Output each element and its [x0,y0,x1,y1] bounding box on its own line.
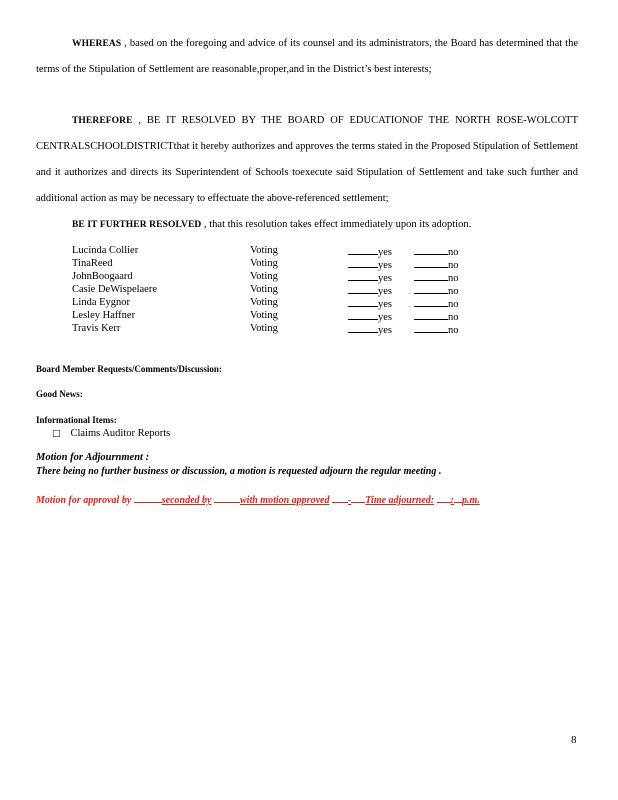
yes-label: yes [378,260,392,271]
voter-row [72,283,492,296]
voting-label: Voting [250,284,278,295]
further-keyword: BE IT FURTHER RESOLVED [72,220,202,230]
yes-label: yes [378,273,392,284]
whereas-text: , based on the foregoing and advice of its counsel and its administrators, the Board has determined that the terms of the Stipulation of Settlement are reasonable,proper,and in the District’s best interests; [36,38,579,75]
yes-label: yes [378,325,392,336]
motion-approved-label: with motion approved [240,495,330,506]
voting-label: Voting [250,310,278,321]
therefore-caps-text: , BE IT RESOLVED BY THE BOARD OF EDUCATIONOF THE NORTH ROSE-WOLCOTT CENTRALSCHOOLDISTRICT [36,115,578,152]
voter-row [72,270,492,283]
voter-name: Travis Kerr [72,323,121,334]
voter-name: JohnBoogaard [72,271,133,282]
therefore-text: that it hereby authorizes and approves the terms stated in the Proposed Stipulation of Settlement and it authorizes and directs its Superintendent of Schools toexecute said Stipulation of Settlement and take such further and additional action as may be necessary to effectuate the above-referenced settlement; [36,141,578,204]
voting-table [72,244,492,335]
no-label: no [448,286,459,297]
good-news-heading: Good News: [36,389,83,399]
approval-label: Motion for approval by [36,495,132,506]
adjournment-text: There being no further business or discussion, a motion is requested adjourn the regular meeting . [36,466,442,477]
vote-yes-blank [332,492,348,503]
voting-label: Voting [250,323,278,334]
informational-heading: Informational Items: [36,415,117,425]
vote-separator: - [347,495,352,506]
yes-label: yes [378,247,392,258]
whereas-keyword: WHEREAS [72,39,122,49]
voter-row [72,309,492,322]
vote-no-blank [351,492,365,503]
therefore-keyword: THEREFORE [72,116,133,126]
voter-row [72,244,492,257]
checkbox-bullet-icon: □ [52,429,61,439]
no-label: no [448,299,459,310]
pm-label: p.m. [461,495,480,506]
voter-name: Lesley Haffner [72,310,136,321]
voter-row [72,296,492,309]
page-number: 8 [571,734,577,746]
no-vote-field [414,322,459,337]
minute-blank [454,492,462,503]
yes-label: yes [378,286,392,297]
seconded-label: seconded by [161,495,212,506]
voting-label: Voting [250,245,278,256]
hour-blank [437,492,451,503]
informational-item-text: Claims Auditor Reports [70,428,171,439]
approval-line [36,492,480,506]
yes-label: yes [378,299,392,310]
yes-label: yes [378,312,392,323]
voter-name: TinaReed [72,258,113,269]
yes-vote-field [348,322,392,337]
therefore-paragraph [36,108,578,212]
time-colon: : [450,495,454,506]
adjournment-heading: Motion for Adjournment : [36,452,150,463]
no-label: no [448,260,459,271]
voting-label: Voting [250,271,278,282]
voter-name: Lucinda Collier [72,245,139,256]
voter-row [72,257,492,270]
voting-label: Voting [250,297,278,308]
voter-name: Linda Eygnor [72,297,131,308]
informational-item [52,428,170,439]
mover-blank [134,492,162,503]
no-label: no [448,273,459,284]
further-paragraph [36,212,578,238]
further-text: , that this resolution takes effect immediately upon its adoption. [204,219,472,230]
time-adjourned-label: Time adjourned: [365,495,435,506]
no-label: no [448,325,459,336]
whereas-paragraph [36,31,578,83]
seconder-blank [214,492,240,503]
board-requests-heading: Board Member Requests/Comments/Discussion: [36,364,222,374]
no-label: no [448,247,459,258]
voter-row [72,322,492,335]
voting-label: Voting [250,258,278,269]
voter-name: Casie DeWispelaere [72,284,157,295]
no-label: no [448,312,459,323]
